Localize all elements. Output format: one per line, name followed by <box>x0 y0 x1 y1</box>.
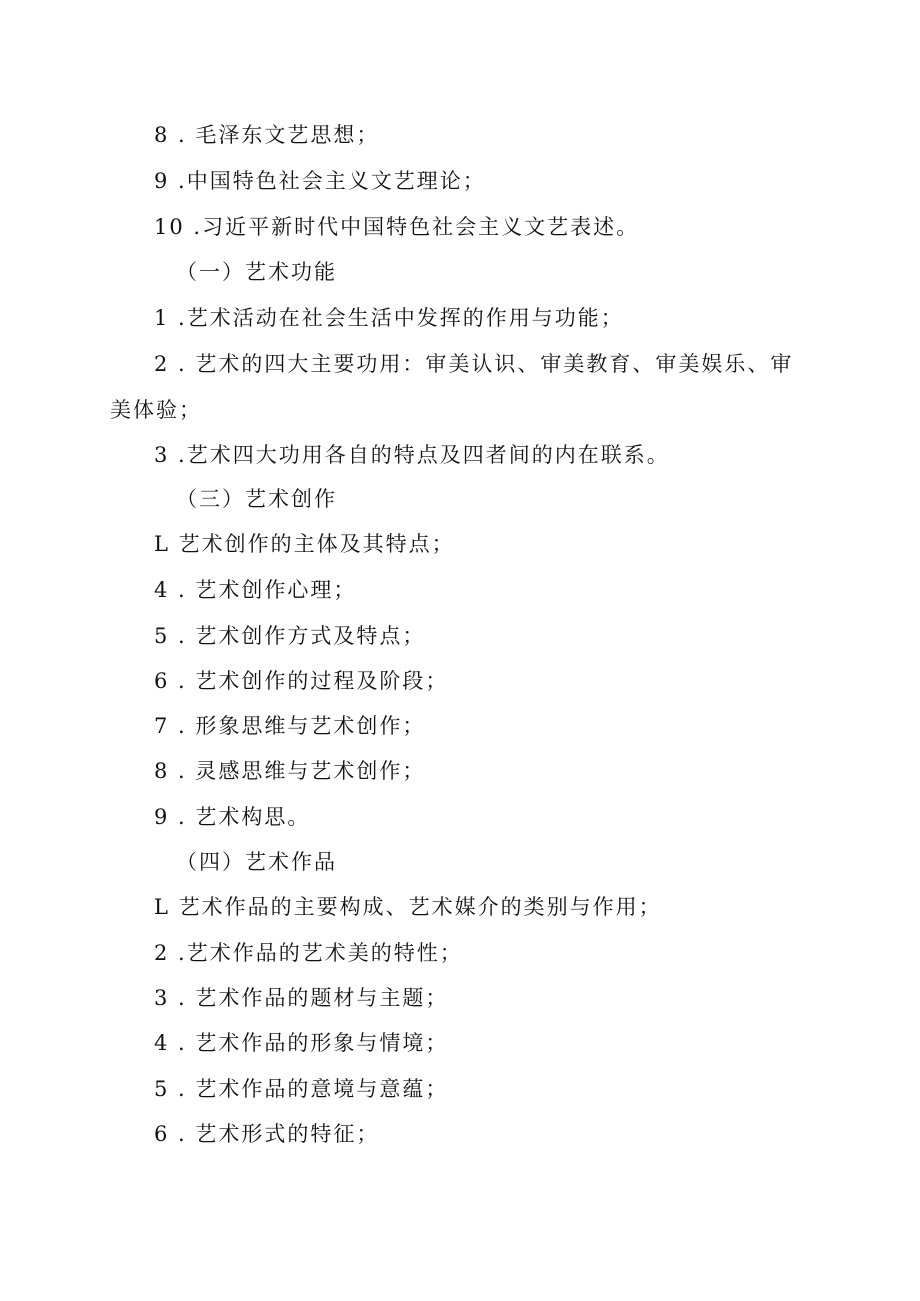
list-item: L 艺术创作的主体及其特点； <box>154 532 455 556</box>
list-item: 5 . 艺术创作方式及特点； <box>154 624 426 648</box>
list-item: 2 .艺术作品的艺术美的特性； <box>154 941 463 965</box>
list-item: 4 . 艺术作品的形象与情境； <box>154 1031 449 1055</box>
list-item: 6 . 艺术形式的特征； <box>154 1122 380 1146</box>
list-item: 3 .艺术四大功用各自的特点及四者间的内在联系。 <box>154 443 670 467</box>
list-item: 8 . 灵感思维与艺术创作； <box>154 759 426 783</box>
list-item: L 艺术作品的主要构成、艺术媒介的类别与作用； <box>154 895 662 919</box>
list-item: 5 . 艺术作品的意境与意蕴； <box>154 1077 449 1101</box>
list-item: 9 . 艺术构思。 <box>154 805 311 829</box>
list-item: 8 . 毛泽东文艺思想； <box>154 123 380 147</box>
list-item: 3 . 艺术作品的题材与主题； <box>154 986 449 1010</box>
section-heading: （四）艺术作品 <box>176 850 337 874</box>
section-heading: （一）艺术功能 <box>176 260 337 284</box>
list-item-continuation: 美体验； <box>110 398 202 422</box>
list-item: 4 . 艺术创作心理； <box>154 578 357 602</box>
list-item: 1 .艺术活动在社会生活中发挥的作用与功能； <box>154 306 624 330</box>
list-item: 10 .习近平新时代中国特色社会主义文艺表述。 <box>154 215 640 239</box>
list-item: 7 . 形象思维与艺术创作； <box>154 714 426 738</box>
list-item: 6 . 艺术创作的过程及阶段； <box>154 669 449 693</box>
list-item: 9 .中国特色社会主义文艺理论； <box>154 169 486 193</box>
section-heading: （三）艺术创作 <box>176 487 337 511</box>
list-item: 2 . 艺术的四大主要功用：审美认识、审美教育、审美娱乐、审 <box>154 352 794 376</box>
